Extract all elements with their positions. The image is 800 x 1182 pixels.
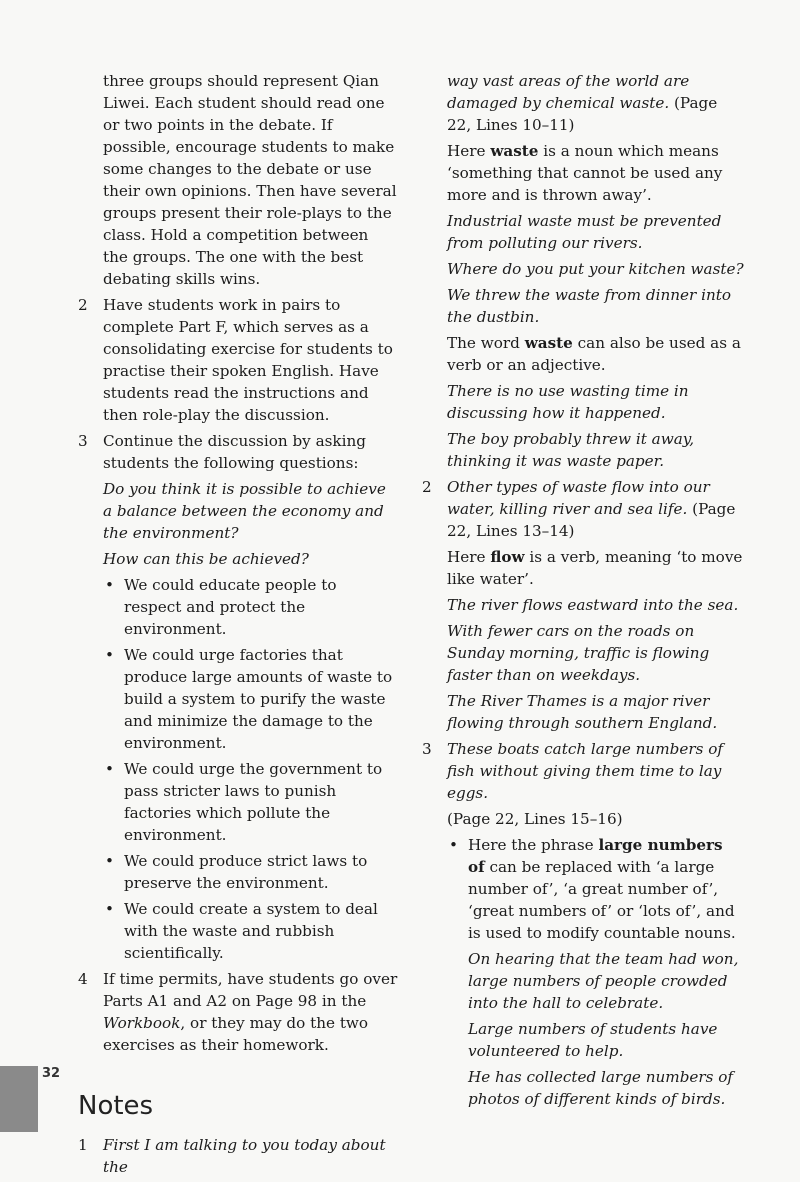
page-number: 32 <box>42 1066 61 1081</box>
bullet-icon: • <box>105 576 114 594</box>
example-sentence: Large numbers of students have volunteered to help. <box>468 1020 718 1060</box>
bullet-text: We could urge the government to pass stricter laws to punish factories which pollute the environment. <box>124 760 383 844</box>
bullet-icon: • <box>449 836 458 854</box>
right-column <box>422 70 744 1114</box>
item-text: , or they may do the two exercises as their homework. <box>103 1014 369 1054</box>
bullet-text: We could educate people to respect and protect the environment. <box>124 576 337 638</box>
note-number: 3 <box>422 740 432 758</box>
note-quote: These boats catch large numbers of fish without giving them time to lay eggs. <box>447 740 723 802</box>
item-text: If time permits, have students go over Parts A1 and A2 on Page 98 in the <box>103 970 398 1010</box>
example-sentence: We threw the waste from dinner into the dustbin. <box>447 286 731 326</box>
bullet-text: We could produce strict laws to preserve the environment. <box>124 852 368 892</box>
bullet-icon: • <box>105 900 114 918</box>
numbered-item <box>78 430 398 474</box>
note-number: 1 <box>78 1136 88 1154</box>
example-sentence: He has collected large numbers of photos of different kinds of birds. <box>468 1068 734 1108</box>
example-sentence: There is no use wasting time in discussing how it happened. <box>447 382 689 422</box>
note-quote: Other types of waste flow into our water, killing river and sea life. <box>447 478 710 518</box>
note-item <box>422 476 744 542</box>
question: How can this be achieved? <box>103 550 309 568</box>
example-sentence: Where do you put your kitchen waste? <box>447 260 744 278</box>
workbook-title: Workbook <box>103 1014 181 1032</box>
item-text: Continue the discussion by asking students the following questions: <box>103 432 366 472</box>
bullet-icon: • <box>105 760 114 778</box>
bullet-item <box>78 644 398 754</box>
item-number: 3 <box>78 432 88 450</box>
example-sentence: The boy probably threw it away, thinking it was waste paper. <box>447 430 695 470</box>
page-tab-bar <box>0 1066 38 1132</box>
item-text: Have students work in pairs to complete Part F, which serves as a consolidating exercise for students to practise their spoken English. Have students read the instructions and then role-play the discussion. <box>103 296 393 424</box>
question: Do you think it is possible to achieve a balance between the economy and the environment? <box>103 480 386 542</box>
explanation: Here waste is a noun which means ‘something that cannot be used any more and is thrown away’. <box>447 142 723 204</box>
bullet-text: We could urge factories that produce large amounts of waste to build a system to purify the waste and minimize the damage to the environment. <box>124 646 393 752</box>
bullet-icon: • <box>105 852 114 870</box>
bullet-item <box>78 758 398 846</box>
example-sentence: On hearing that the team had won, large numbers of people crowded into the hall to celebrate. <box>468 950 739 1012</box>
note-quote-continued: way vast areas of the world are damaged by chemical waste. (Page 22, Lines 10–11) <box>447 72 718 134</box>
note-item <box>422 738 744 804</box>
note-quote: First I am talking to you today about the <box>103 1136 386 1176</box>
numbered-item <box>78 294 398 426</box>
example-sentence: The river flows eastward into the sea. <box>447 596 739 614</box>
example-sentence: Industrial waste must be prevented from polluting our rivers. <box>447 212 722 252</box>
bullet-item <box>78 850 398 894</box>
item-number: 2 <box>78 296 88 314</box>
page-reference: (Page 22, Lines 13–14) <box>447 500 736 540</box>
example-sentence: The River Thames is a major river flowing through southern England. <box>447 692 718 732</box>
explanation: The word waste can also be used as a verb or an adjective. <box>447 334 741 374</box>
left-column <box>78 70 398 1182</box>
paragraph: three groups should represent Qian Liwei. Each student should read one or two points in the debate. If possible, encourage students to make some changes to the debate or use their own opinions. Then have several groups present their role-plays to the class. Hold a competition between the groups. The one with the best debating skills wins. <box>103 72 397 288</box>
example-sentence: With fewer cars on the roads on Sunday morning, traffic is flowing faster than on weekdays. <box>447 622 710 684</box>
bullet-icon: • <box>105 646 114 664</box>
page-reference: (Page 22, Lines 15–16) <box>447 810 623 828</box>
bullet-item <box>78 574 398 640</box>
explanation: Here flow is a verb, meaning ‘to move like water’. <box>447 548 743 588</box>
item-number: 4 <box>78 970 88 988</box>
note-number: 2 <box>422 478 432 496</box>
note-item <box>78 1134 398 1178</box>
numbered-item <box>78 968 398 1056</box>
bullet-text: We could create a system to deal with the waste and rubbish scientifically. <box>124 900 378 962</box>
bullet-item: • Here the phrase large numbers of can be replaced with ‘a large number of’, ‘a great number of’, ‘great numbers of’ or ‘lots of’, and is used to modify countable nouns. <box>449 836 736 942</box>
bullet-item <box>78 898 398 964</box>
section-heading: Notes <box>78 1091 154 1121</box>
